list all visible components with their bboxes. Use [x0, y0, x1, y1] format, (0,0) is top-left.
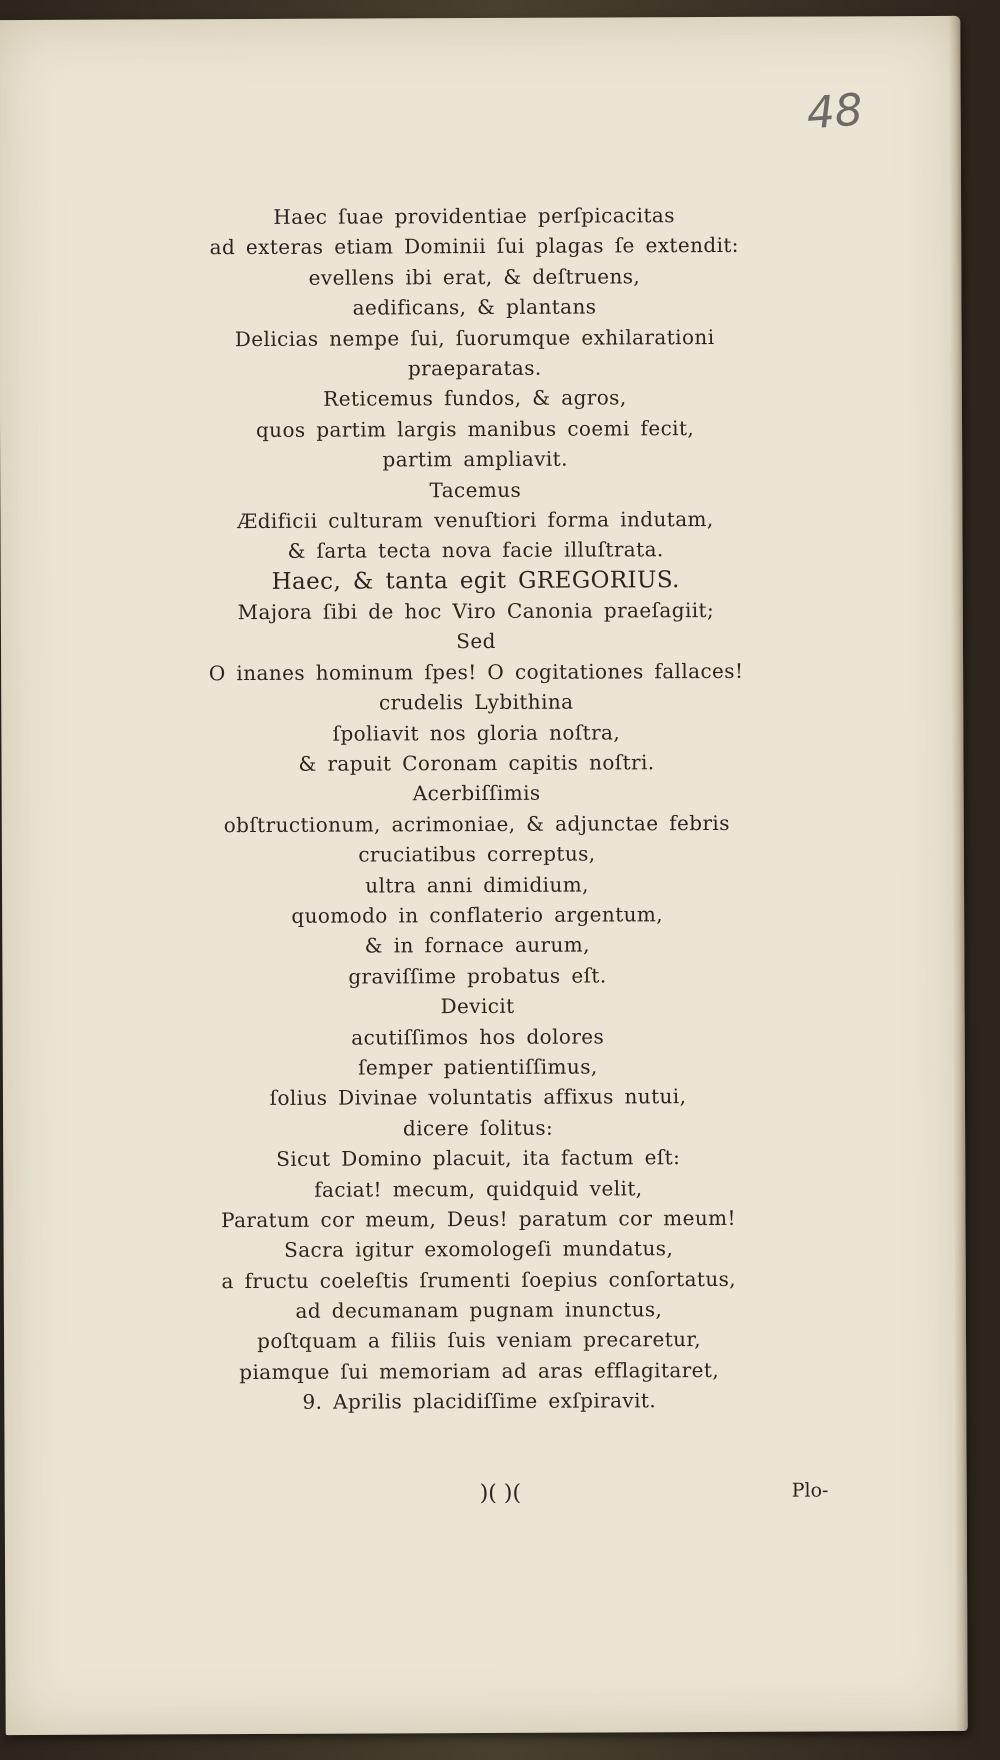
text-line: dicere ſolitus: — [402, 1115, 554, 1141]
text-line: obſtructionum, acrimoniae, & adjunctae febris — [223, 810, 730, 837]
text-line: Tacemus — [429, 477, 522, 502]
text-line: ſpoliavit nos gloria noſtra, — [332, 720, 621, 746]
text-line: faciat! mecum, quidquid velit, — [314, 1175, 643, 1202]
catchword: Plo- — [791, 1479, 829, 1502]
text-line: Acerbiſſimis — [412, 781, 541, 806]
text-line: aedificans, & plantans — [352, 294, 597, 320]
text-line: graviſſime probatus eſt. — [348, 963, 607, 989]
text-line: & ſarta tecta nova facie illuſtrata. — [287, 537, 664, 564]
text-line: quos partim largis manibus coemi fecit, — [255, 415, 695, 442]
text-line: Delicias nempe ſui, ſuorumque exhilarationi — [234, 324, 715, 351]
document-page — [0, 16, 968, 1735]
text-line: acutiſſimos hos dolores — [351, 1024, 605, 1050]
text-line: Sicut Domino placuit, ita factum eſt: — [276, 1145, 681, 1172]
text-line: ſolius Divinae voluntatis affixus nutui, — [269, 1084, 687, 1111]
handwritten-page-number: 48 — [804, 84, 865, 140]
text-line: Ædificii culturam venuſtiori forma indutam, — [237, 506, 714, 533]
text-line: Paratum cor meum, Deus! paratum cor meum! — [221, 1205, 736, 1233]
text-line: & rapuit Coronam capitis noſtri. — [298, 750, 655, 776]
text-line: Majora ſibi de hoc Viro Canonia praeſagiit; — [237, 598, 715, 625]
text-line: ad decumanam pugnam inunctus, — [295, 1297, 663, 1323]
text-line: crudelis Lybithina — [378, 689, 574, 715]
text-line: piamque ſui memoriam ad aras efflagitaret, — [239, 1357, 720, 1384]
text-line: ſemper patientiſſimus, — [358, 1054, 598, 1080]
text-line: Haec ſuae providentiae perſpicacitas — [273, 203, 675, 229]
ornament-divider: )( )( — [479, 1480, 522, 1507]
text-line: 9. Aprilis placidiſſime exſpiravit. — [302, 1388, 657, 1415]
text-line: ultra anni dimidium, — [365, 872, 589, 898]
body-text — [194, 200, 759, 1418]
text-line: ad exteras etiam Dominii ſui plagas ſe extendit: — [209, 233, 739, 260]
text-line-gregorius: Haec, & tanta egit GREGORIUS. — [271, 566, 680, 595]
text-line: evellens ibi erat, & deſtruens, — [308, 264, 641, 290]
text-line: quomodo in conflaterio argentum, — [291, 902, 664, 928]
text-line: Sacra igitur exomologeſi mundatus, — [284, 1236, 674, 1263]
text-line: & in fornace aurum, — [364, 932, 590, 958]
text-line: a fructu coeleſtis ſrumenti ſoepius conſortatus, — [221, 1266, 737, 1293]
text-line: partim ampliavit. — [382, 446, 568, 472]
text-line: Sed — [456, 629, 496, 654]
text-line: Devicit — [440, 994, 515, 1019]
text-line: cruciatibus correptus, — [358, 841, 596, 867]
text-line: Reticemus fundos, & agros, — [323, 385, 627, 412]
text-line: poſtquam a filiis ſuis veniam precaretur, — [257, 1327, 701, 1354]
text-line: praeparatas. — [407, 355, 542, 381]
text-line: O inanes hominum ſpes! O cogitationes fallaces! — [208, 658, 744, 686]
